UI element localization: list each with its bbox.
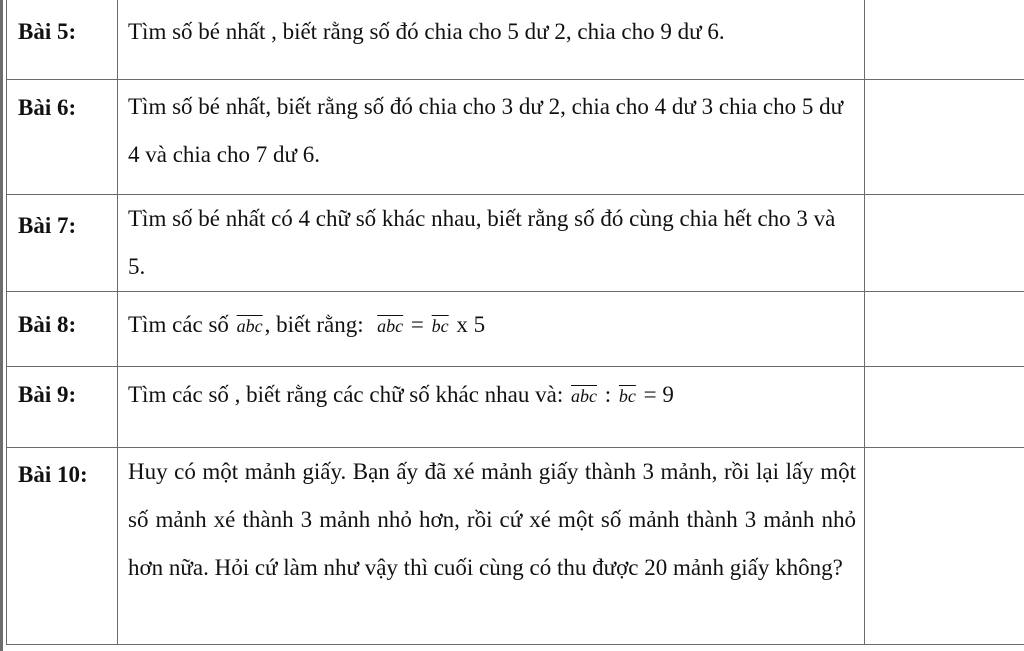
number-abc: $\overline{abc}$	[571, 386, 597, 406]
table-row	[7, 448, 1024, 645]
answer-cell	[865, 195, 1024, 292]
label-cell	[7, 0, 118, 80]
table-row	[7, 195, 1024, 292]
answer-cell	[865, 448, 1024, 645]
number-bc: $\overline{bc}$	[431, 316, 449, 336]
text-cell	[118, 448, 865, 645]
answer-cell	[865, 80, 1024, 195]
problem-label: Bài 7:	[18, 213, 77, 238]
label-cell	[7, 80, 118, 195]
answer-cell	[865, 292, 1024, 367]
answer-cell	[865, 0, 1024, 80]
divide-sign: :	[604, 382, 612, 407]
problem-text: Tìm số bé nhất có 4 chữ số khác nhau, biết rằng số đó cùng chia hết cho 3 và 5.	[128, 206, 836, 279]
table-row	[7, 80, 1024, 195]
text-prefix: Tìm các số , biết rằng các chữ số khác nhau và:	[128, 382, 564, 407]
page-edge	[0, 0, 3, 651]
problem-text	[118, 292, 864, 350]
problem-text: Tìm số bé nhất , biết rằng số đó chia cho 5 dư 2, chia cho 9 dư 6.	[128, 19, 725, 44]
exercise-table	[6, 0, 1024, 645]
problem-label: Bài 9:	[18, 382, 77, 407]
number-bc: $\overline{bc}$	[618, 386, 636, 406]
text-cell	[118, 80, 865, 195]
label-cell	[7, 448, 118, 645]
equals-sign: =	[410, 312, 424, 337]
table-row	[7, 0, 1024, 80]
answer-cell	[865, 367, 1024, 448]
table-row	[7, 292, 1024, 367]
problem-label: Bài 10:	[18, 462, 88, 487]
number-abc: $\overline{abc}$	[236, 316, 263, 336]
result-text: = 9	[643, 382, 674, 407]
problem-text: Tìm số bé nhất, biết rằng số đó chia cho 3 dư 2, chia cho 4 dư 3 chia cho 5 dư 4 và chia cho 7 dư 6.	[128, 94, 844, 167]
number-abc: $\overline{abc}$	[377, 316, 404, 336]
problem-label: Bài 8:	[18, 312, 77, 337]
problem-text	[118, 367, 864, 420]
text-prefix: Tìm các số	[128, 312, 229, 337]
label-cell	[7, 195, 118, 292]
text-cell	[118, 0, 865, 80]
table-row	[7, 367, 1024, 448]
text-cell	[118, 367, 865, 448]
text-cell	[118, 195, 865, 292]
problem-label: Bài 6:	[18, 95, 77, 120]
label-cell	[7, 367, 118, 448]
problem-label: Bài 5:	[18, 19, 77, 44]
text-cell	[118, 292, 865, 367]
problem-text: Huy có một mảnh giấy. Bạn ấy đã xé mảnh giấy thành 3 mảnh, rồi lại lấy một số mảnh xé thành 3 mảnh nhỏ hơn, rồi cứ xé một số mảnh thành 3 mảnh nhỏ hơn nữa. Hỏi cứ làm như vậy thì cuối cùng có thu được 20 mảnh giấy không?	[128, 459, 856, 580]
text-suffix: x 5	[456, 312, 486, 337]
text-mid: , biết rằng:	[264, 312, 364, 337]
label-cell	[7, 292, 118, 367]
